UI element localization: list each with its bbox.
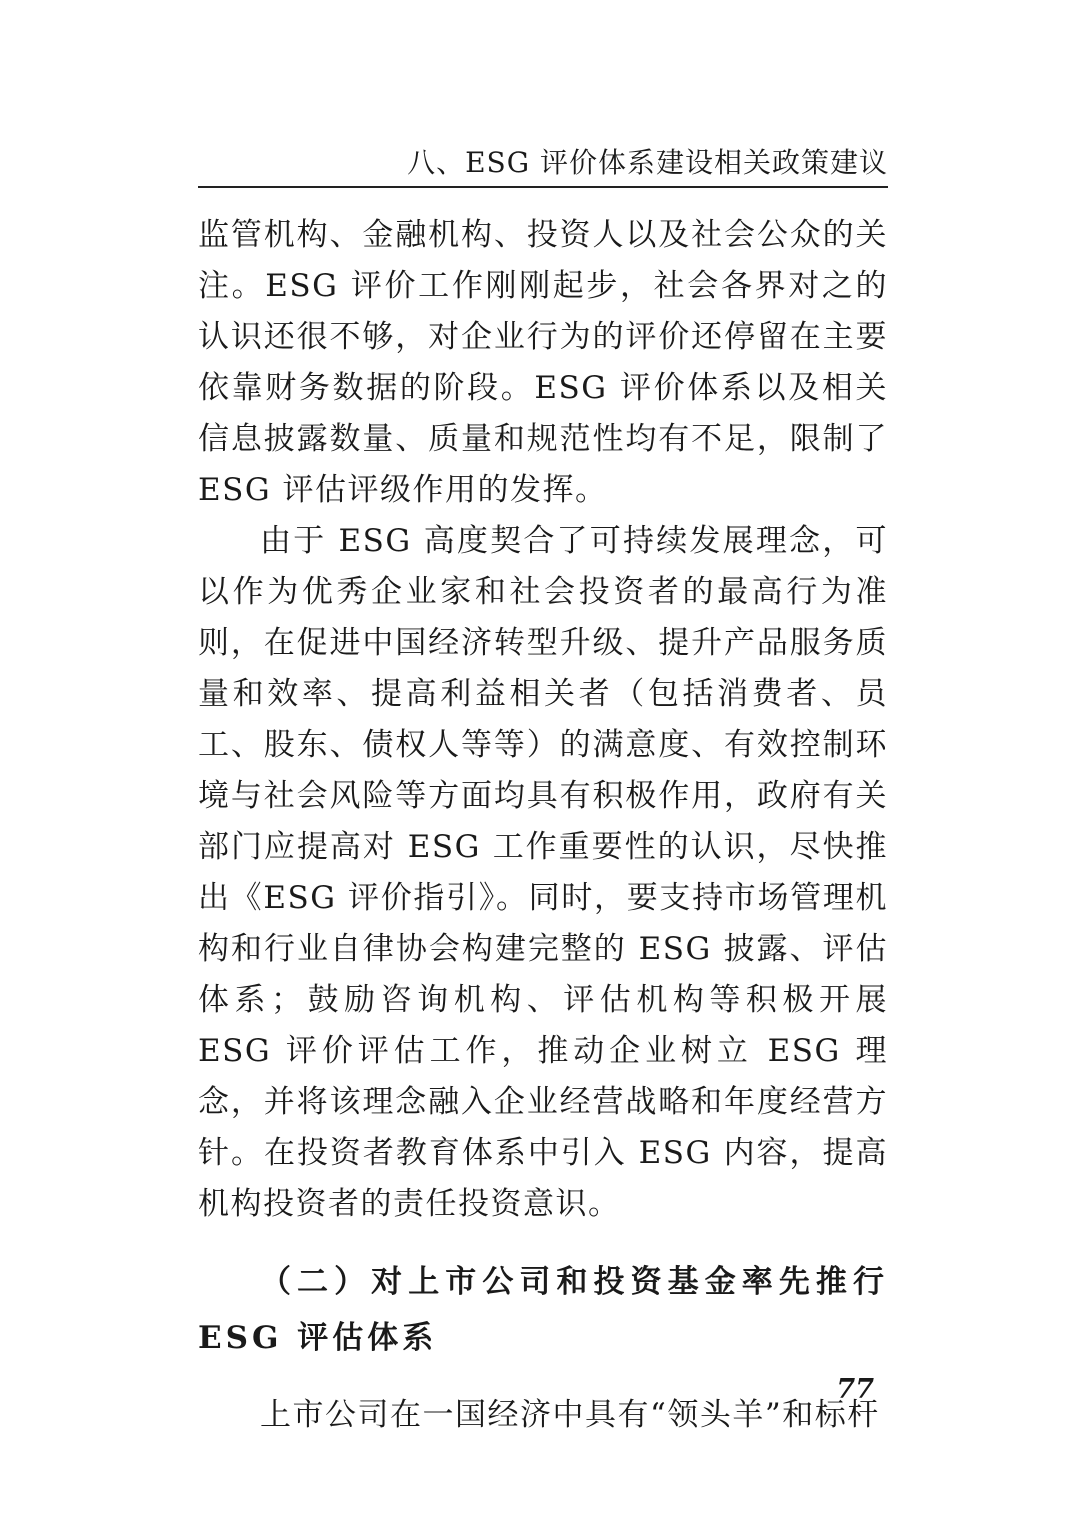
body-paragraph-continued: 监管机构、金融机构、投资人以及社会公众的关注。ESG 评价工作刚刚起步，社会各界对之的认识还很不够，对企业行为的评价还停留在主要依靠财务数据的阶段。ESG 评价体系以及相关信息披露数量、质量和规范性均有不足，限制了 ESG 评估评级作用的发挥。 (198, 217, 888, 508)
header-rule (198, 186, 888, 188)
running-header: 八、ESG 评价体系建设相关政策建议 (407, 146, 888, 179)
body-paragraph: 由于 ESG 高度契合了可持续发展理念，可以作为优秀企业家和社会投资者的最高行为准则，在促进中国经济转型升级、提升产品服务质量和效率、提高利益相关者（包括消费者、员工、股东、债权人等等）的满意度、有效控制环境与社会风险等方面均具有积极作用，政府有关部门应提高对 ESG 工作重要性的认识，尽快推出《ESG 评价指引》。同时，要支持市场管理机构和行业自律协会构建完整的 ESG 披露、评估体系；鼓励咨询机构、评估机构等积极开展 ESG 评价评估工作，推动企业树立 ESG 理念，并将该理念融入企业经营战略和年度经营方针。在投资者教育体系中引入 ESG 内容，提高机构投资者的责任投资意识。 (198, 523, 888, 1222)
page-number: 77 (836, 1374, 874, 1405)
section-heading: （二）对上市公司和投资基金率先推行 ESG 评估体系 (198, 1264, 888, 1356)
page-body (198, 210, 888, 1441)
body-paragraph: 上市公司在一国经济中具有“领头羊”和标杆 (260, 1397, 880, 1433)
